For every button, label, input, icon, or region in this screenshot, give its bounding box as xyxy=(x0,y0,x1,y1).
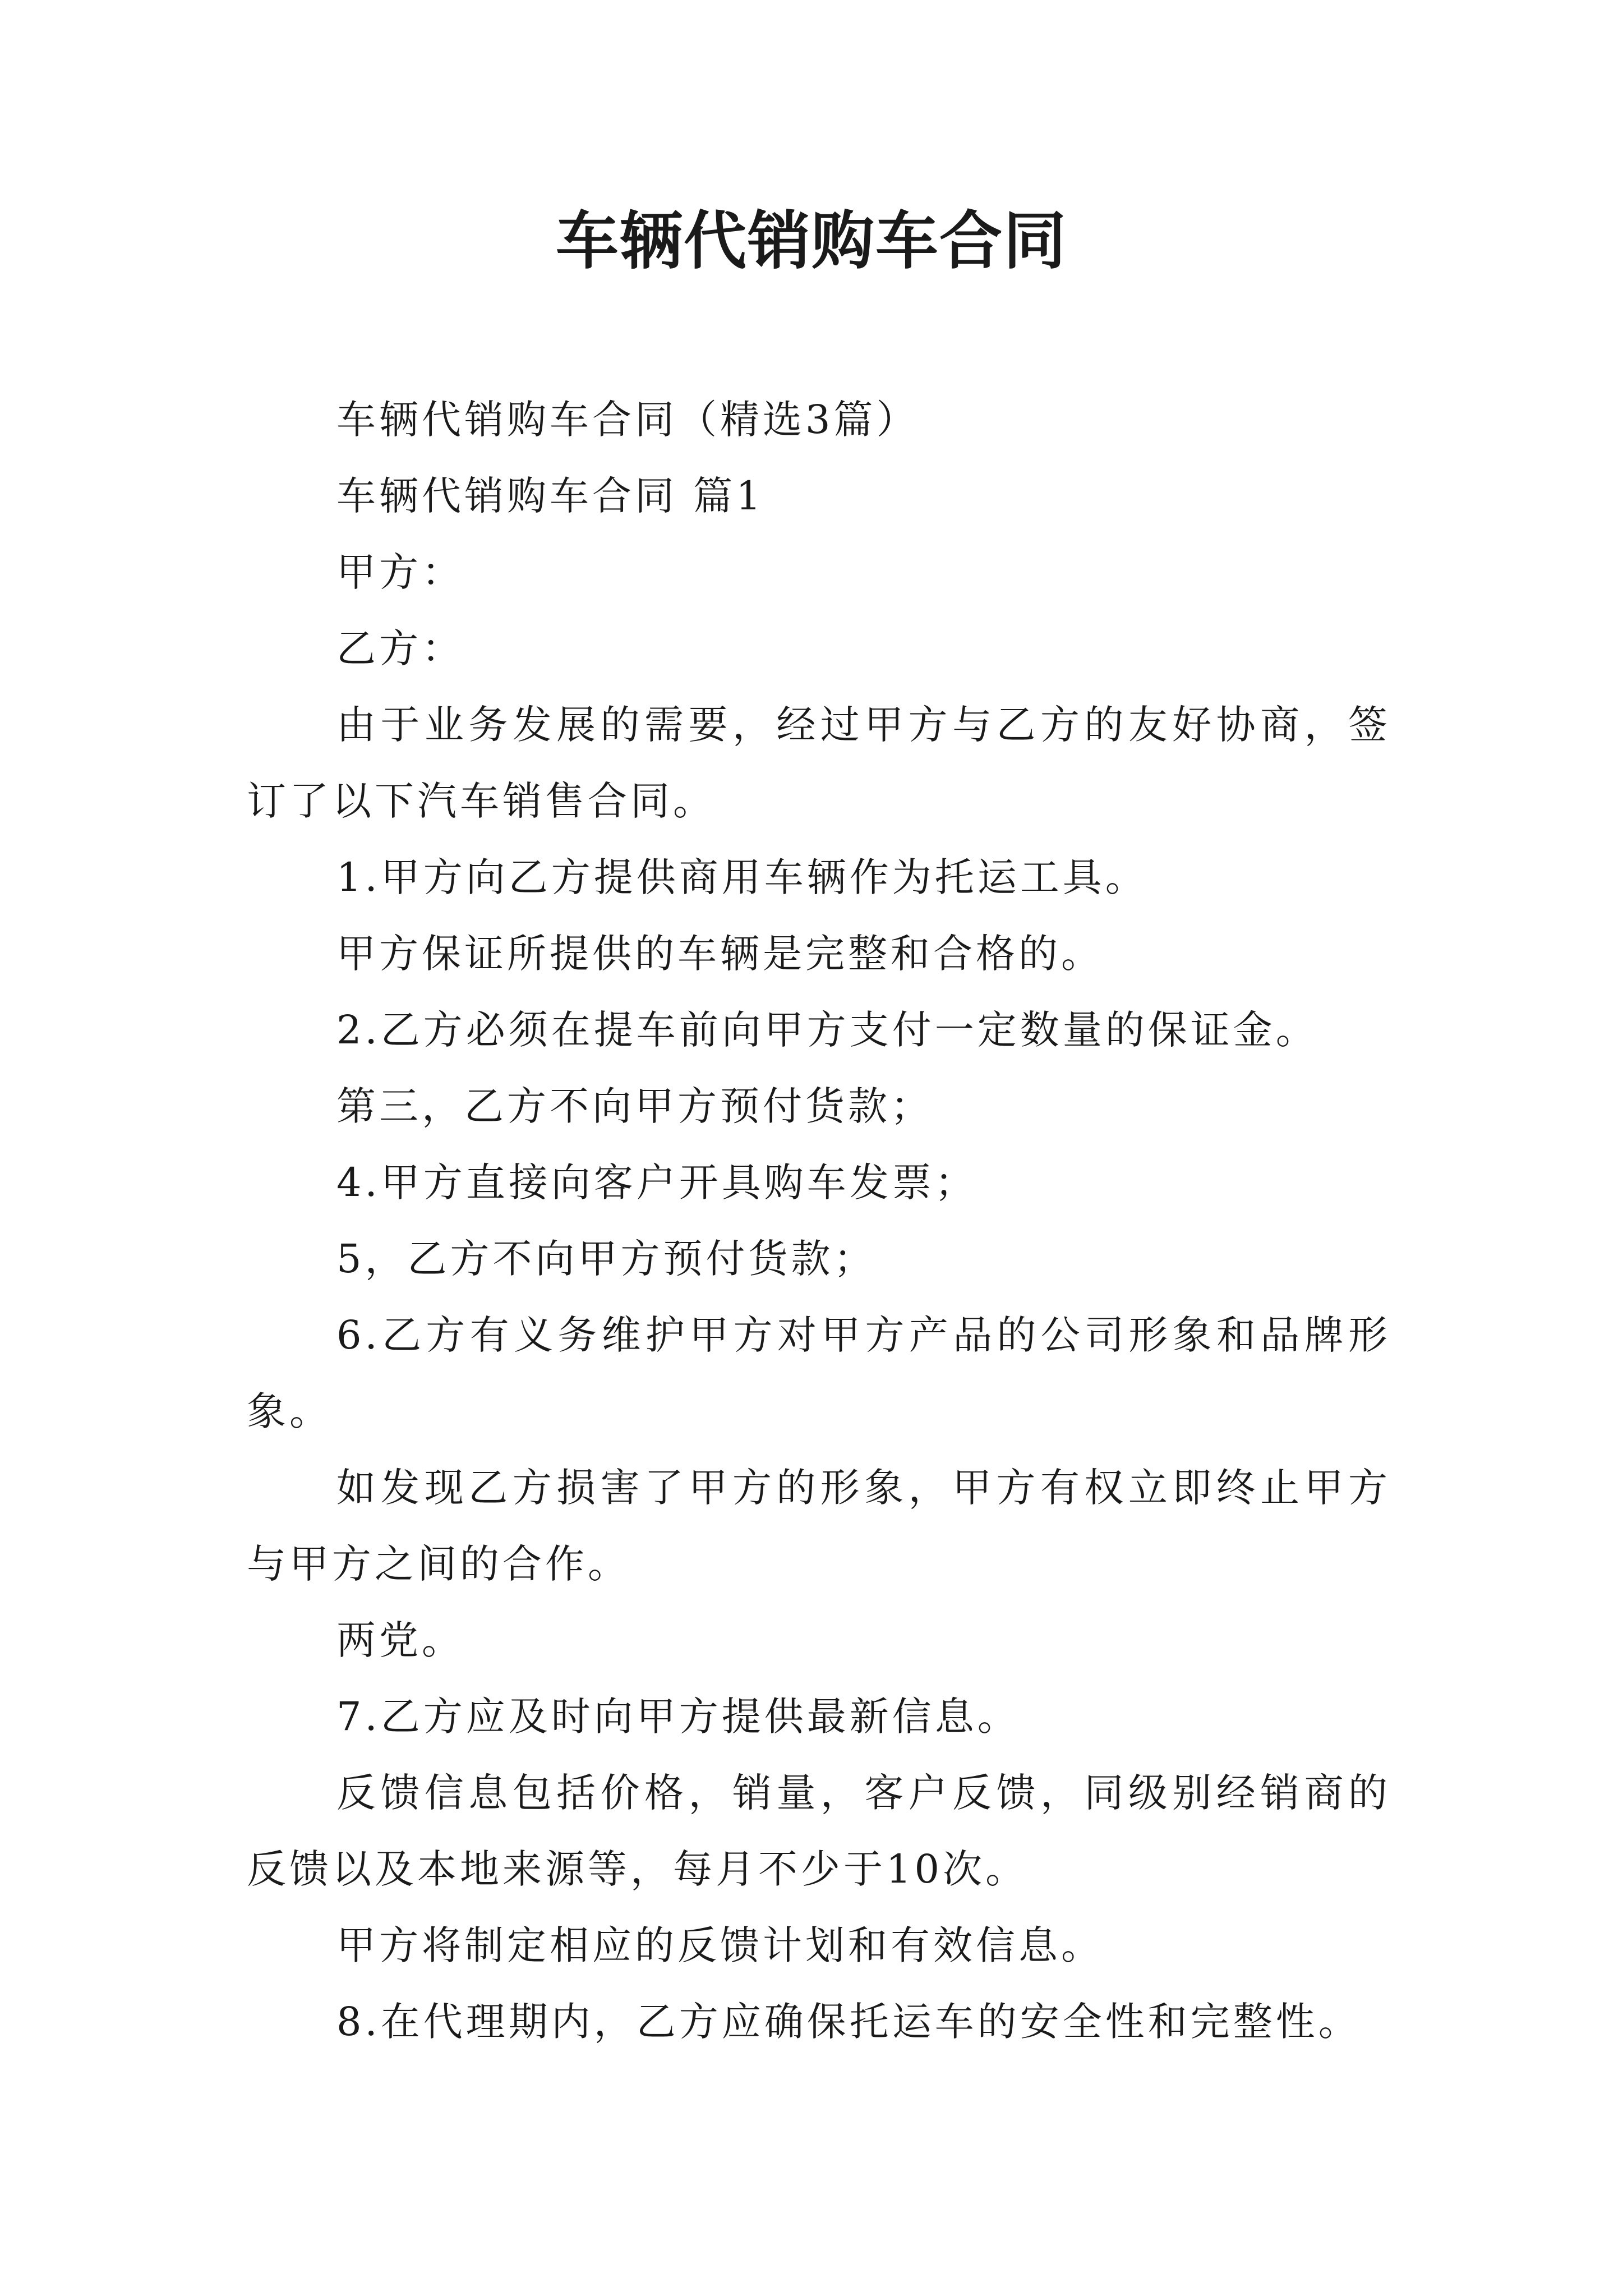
paragraph-clause: 6.乙方有义务维护甲方对甲方产品的公司形象和品牌形象。 xyxy=(247,1312,1391,1434)
document-title: 车辆代销购车合同 xyxy=(556,205,1067,278)
paragraph-clause: 2.乙方必须在提车前向甲方支付一定数量的保证金。 xyxy=(336,1007,1318,1053)
paragraph-party-a: 甲方： xyxy=(336,549,464,595)
paragraph-clause: 甲方将制定相应的反馈计划和有效信息。 xyxy=(336,1922,1104,1968)
paragraph-party-b: 乙方： xyxy=(336,625,464,671)
paragraph-section-heading: 车辆代销购车合同 篇1 xyxy=(336,473,764,519)
paragraph-clause: 第三，乙方不向甲方预付货款； xyxy=(336,1083,933,1129)
paragraph-clause: 如发现乙方损害了甲方的形象，甲方有权立即终止甲方与甲方之间的合作。 xyxy=(247,1465,1391,1587)
paragraph-clause: 两党。 xyxy=(336,1617,464,1663)
paragraph-clause: 5，乙方不向甲方预付货款； xyxy=(336,1236,877,1282)
paragraph-intro: 由于业务发展的需要，经过甲方与乙方的友好协商，签订了以下汽车销售合同。 xyxy=(247,702,1391,824)
paragraph-clause: 1.甲方向乙方提供商用车辆作为托运工具。 xyxy=(336,854,1148,900)
paragraph-subtitle: 车辆代销购车合同（精选3篇） xyxy=(336,397,919,443)
paragraph-clause: 甲方保证所提供的车辆是完整和合格的。 xyxy=(336,931,1104,977)
paragraph-clause: 7.乙方应及时向甲方提供最新信息。 xyxy=(336,1694,1020,1740)
paragraph-clause: 8.在代理期内，乙方应确保托运车的安全性和完整性。 xyxy=(336,1999,1361,2045)
paragraph-clause: 反馈信息包括价格，销量，客户反馈，同级别经销商的反馈以及本地来源等，每月不少于10次。 xyxy=(247,1770,1391,1892)
paragraph-clause: 4.甲方直接向客户开具购车发票； xyxy=(336,1159,978,1205)
document-body xyxy=(247,381,1391,2060)
